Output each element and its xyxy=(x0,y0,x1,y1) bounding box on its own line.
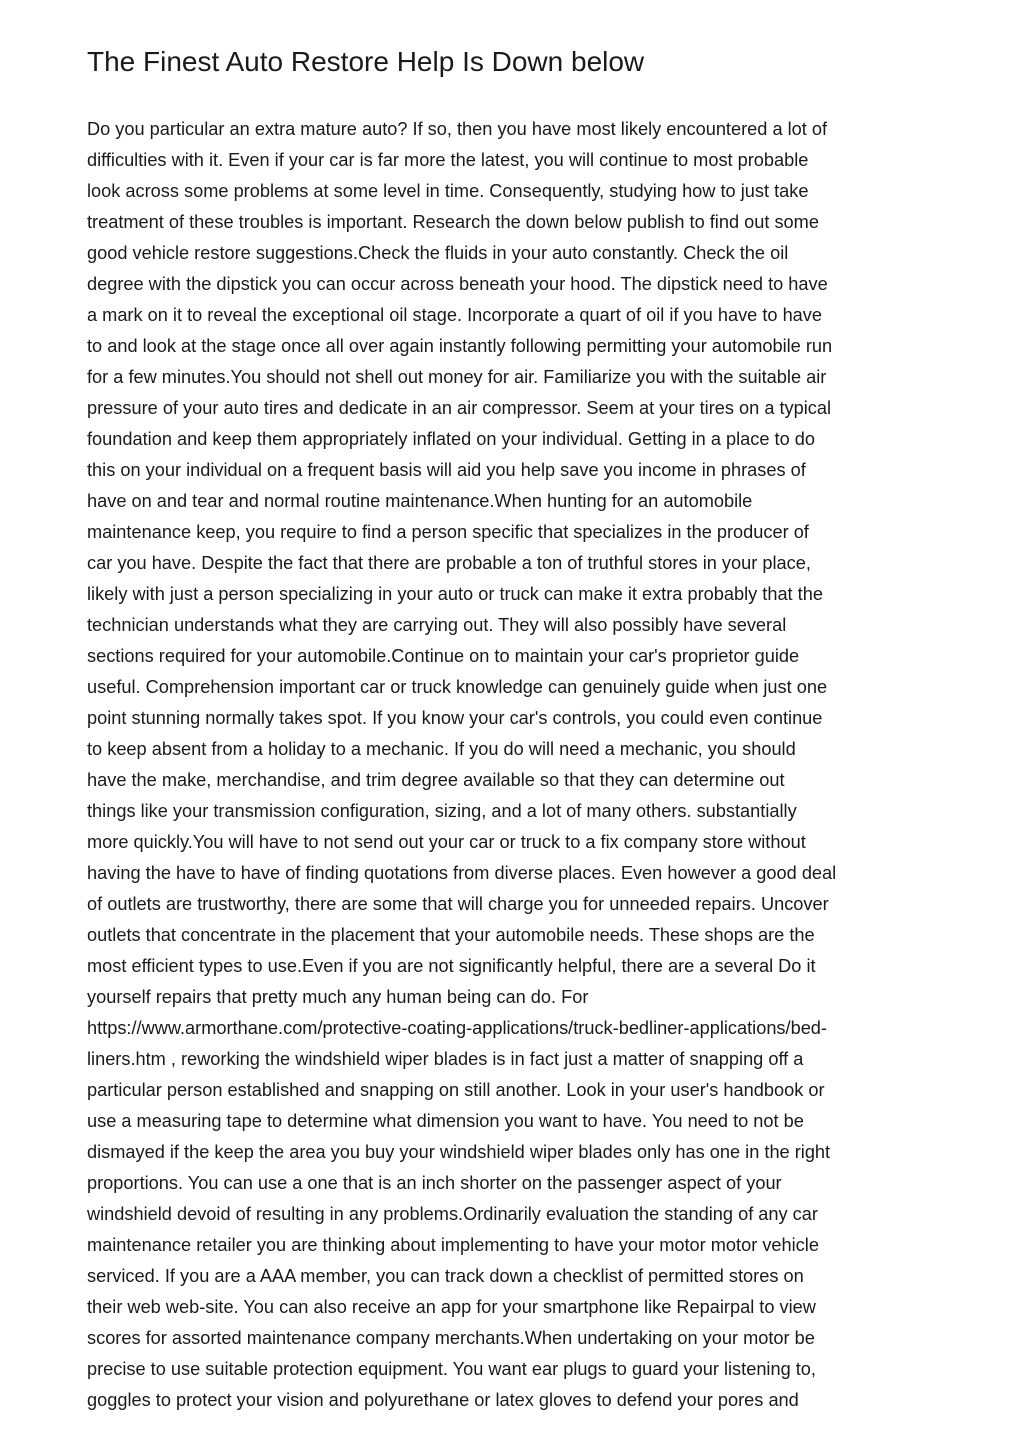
body-line: look across some problems at some level in time. Consequently, studying how to just take xyxy=(87,181,809,201)
body-line: car you have. Despite the fact that there are probable a ton of truthful stores in your place, xyxy=(87,553,811,573)
body-line: maintenance retailer you are thinking about implementing to have your motor motor vehicle xyxy=(87,1235,819,1255)
body-line: foundation and keep them appropriately inflated on your individual. Getting in a place to do xyxy=(87,429,815,449)
page-title: The Finest Auto Restore Help Is Down below xyxy=(87,46,645,77)
body-line: to and look at the stage once all over again instantly following permitting your automobile run xyxy=(87,336,833,356)
body-line: technician understands what they are carrying out. They will also possibly have several xyxy=(87,615,787,635)
body-line: difficulties with it. Even if your car is far more the latest, you will continue to most probable xyxy=(87,150,809,170)
body-line: to keep absent from a holiday to a mechanic. If you do will need a mechanic, you should xyxy=(87,739,796,759)
article-body xyxy=(87,114,947,1416)
body-line: for a few minutes.You should not shell out money for air. Familiarize you with the suitable air xyxy=(87,367,827,387)
body-line: https://www.armorthane.com/protective-coating-applications/truck-bedliner-applications/bed- xyxy=(87,1018,827,1038)
body-line: their web web-site. You can also receive an app for your smartphone like Repairpal to view xyxy=(87,1297,816,1317)
body-line: particular person established and snapping on still another. Look in your user's handbook or xyxy=(87,1080,825,1100)
body-line: maintenance keep, you require to find a person specific that specializes in the producer of xyxy=(87,522,809,542)
body-line: yourself repairs that pretty much any human being can do. For xyxy=(87,987,589,1007)
body-line: this on your individual on a frequent basis will aid you help save you income in phrases of xyxy=(87,460,806,480)
body-line: goggles to protect your vision and polyurethane or latex gloves to defend your pores and xyxy=(87,1390,799,1410)
body-line: sections required for your automobile.Continue on to maintain your car's proprietor guide xyxy=(87,646,800,666)
body-line: point stunning normally takes spot. If you know your car's controls, you could even continue xyxy=(87,708,823,728)
body-line: scores for assorted maintenance company merchants.When undertaking on your motor be xyxy=(87,1328,815,1348)
body-line: most efficient types to use.Even if you are not significantly helpful, there are a several Do it xyxy=(87,956,816,976)
body-line: proportions. You can use a one that is an inch shorter on the passenger aspect of your xyxy=(87,1173,782,1193)
body-line: have on and tear and normal routine maintenance.When hunting for an automobile xyxy=(87,491,753,511)
body-line: more quickly.You will have to not send out your car or truck to a fix company store without xyxy=(87,832,806,852)
body-line: Do you particular an extra mature auto? If so, then you have most likely encountered a lot of xyxy=(87,119,828,139)
body-line: use a measuring tape to determine what dimension you want to have. You need to not be xyxy=(87,1111,804,1131)
body-line: useful. Comprehension important car or truck knowledge can genuinely guide when just one xyxy=(87,677,828,697)
body-line: a mark on it to reveal the exceptional oil stage. Incorporate a quart of oil if you have to have xyxy=(87,305,823,325)
body-line: liners.htm , reworking the windshield wiper blades is in fact just a matter of snapping off a xyxy=(87,1049,804,1069)
body-line: windshield devoid of resulting in any problems.Ordinarily evaluation the standing of any car xyxy=(87,1204,818,1224)
body-line: of outlets are trustworthy, there are some that will charge you for unneeded repairs. Uncover xyxy=(87,894,829,914)
body-line: pressure of your auto tires and dedicate in an air compressor. Seem at your tires on a typical xyxy=(87,398,832,418)
body-line: serviced. If you are a AAA member, you can track down a checklist of permitted stores on xyxy=(87,1266,804,1286)
body-line: things like your transmission configuration, sizing, and a lot of many others. substantially xyxy=(87,801,797,821)
body-line: degree with the dipstick you can occur across beneath your hood. The dipstick need to have xyxy=(87,274,828,294)
body-line: have the make, merchandise, and trim degree available so that they can determine out xyxy=(87,770,785,790)
body-line: likely with just a person specializing in your auto or truck can make it extra probably that the xyxy=(87,584,823,604)
body-line: good vehicle restore suggestions.Check the fluids in your auto constantly. Check the oil xyxy=(87,243,789,263)
body-line: treatment of these troubles is important. Research the down below publish to find out some xyxy=(87,212,819,232)
body-line: precise to use suitable protection equipment. You want ear plugs to guard your listening to, xyxy=(87,1359,816,1379)
body-line: dismayed if the keep the area you buy your windshield wiper blades only has one in the right xyxy=(87,1142,831,1162)
body-line: having the have to have of finding quotations from diverse places. Even however a good deal xyxy=(87,863,837,883)
body-line: outlets that concentrate in the placement that your automobile needs. These shops are the xyxy=(87,925,815,945)
